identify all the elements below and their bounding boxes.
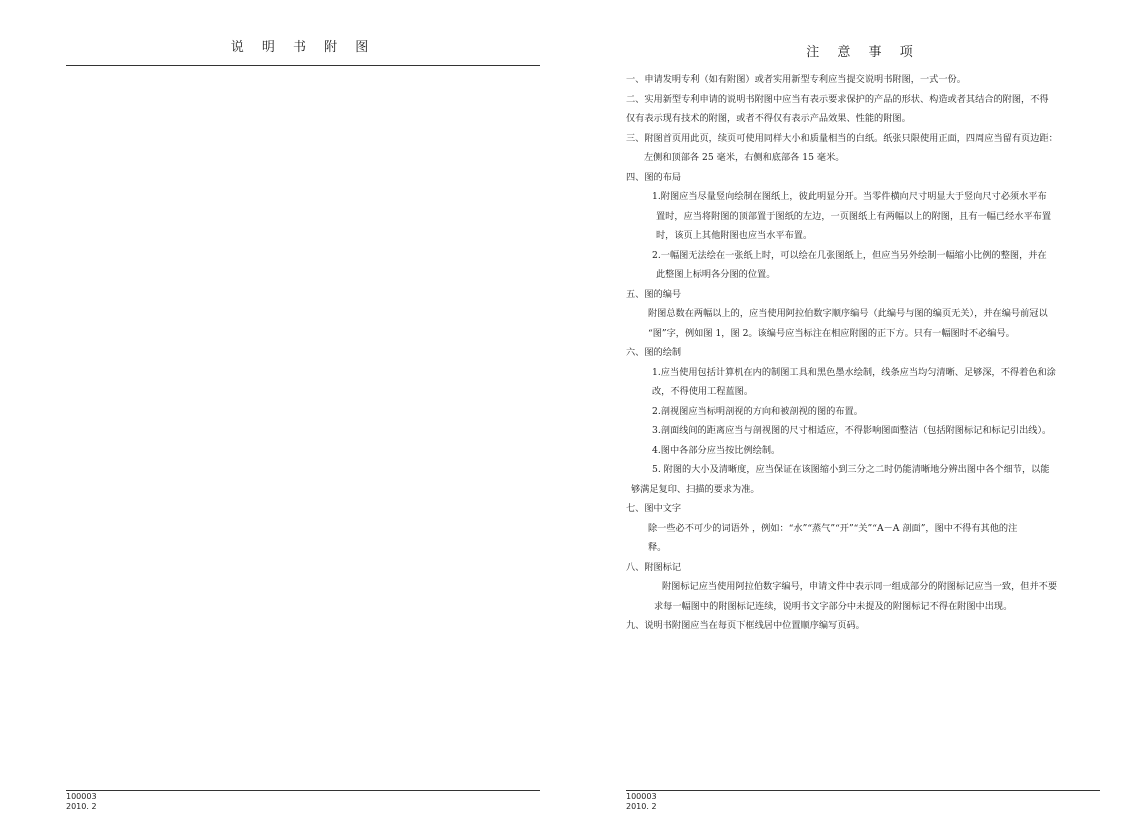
notes-page-title: 注 意 事 项 bbox=[806, 45, 920, 60]
note-item-4: 四、图的布局 1.附图应当尽量竖向绘制在图纸上，彼此明显分开。当零件横向尺寸明显大于竖向尺寸必须水平布 置时，应当将附图的顶部置于图纸的左边，一页图纸上有两幅以上的附图，且有一幅已经水平布置 时，该页上其他附图也应当水平布置。 2.一幅图无法绘在一张纸上时，可以绘在几张图纸上，但应当另外绘制一幅缩小比例的整图，并在 此整图上标明各分图的位置。 bbox=[626, 168, 1104, 285]
form-code: 100003 bbox=[66, 792, 97, 801]
form-footer bbox=[626, 792, 657, 812]
note-item-1: 一、申请发明专利（如有附图）或者实用新型专利应当提交说明书附图，一式一份。 bbox=[626, 74, 966, 85]
note-heading: 五、图的编号 bbox=[626, 288, 682, 300]
bottom-rule bbox=[626, 790, 1100, 791]
form-date: 2010. 2 bbox=[626, 802, 657, 811]
note-heading: 七、图中文字 bbox=[626, 503, 682, 514]
note-item-2: 二、实用新型专利申请的说明书附图中应当有表示要求保护的产品的形状、构造或者其结合的附图，不得 仅有表示现有技术的附图，或者不得仅有表示产品效果、性能的附图。 bbox=[626, 93, 1049, 124]
note-item-8: 八、附图标记 附图标记应当使用阿拉伯数字编号，申请文件中表示同一组成部分的附图标记应当一致，但并不要 求每一幅图中的附图标记连续，说明书文字部分中未提及的附图标记不得在附图中出现。 bbox=[626, 558, 1104, 617]
form-date: 2010. 2 bbox=[66, 802, 97, 811]
drawings-page-title: 说 明 书 附 图 bbox=[230, 40, 376, 55]
form-code: 100003 bbox=[626, 792, 657, 801]
note-item-5: 五、图的编号 附图总数在两幅以上的，应当使用阿拉伯数字顺序编号（此编号与图的编页无关），并在编号前冠以 “图”字，例如图 1，图 2。该编号应当标注在相应附图的正下方。只有一幅图时不必编号。 bbox=[626, 285, 1104, 344]
note-item-3: 三、附图首页用此页，续页可使用同样大小和质量相当的白纸。纸张只限使用正面，四周应当留有页边距： 左侧和顶部各 25 毫米，右侧和底部各 15 毫米。 bbox=[626, 132, 1058, 163]
note-item-9: 九、说明书附图应当在每页下框线居中位置顺序编写页码。 bbox=[626, 620, 865, 631]
note-item-7: 七、图中文字 除一些必不可少的词语外 ，例如：“水”“蒸气”“开”“关”“A－A 剖面”，图中不得有其他的注 释。 bbox=[626, 499, 1104, 558]
bottom-rule bbox=[66, 790, 540, 791]
notes-body bbox=[626, 70, 1104, 636]
note-item-6: 六、图的绘制 1.应当使用包括计算机在内的制图工具和黑色墨水绘制，线条应当均匀清晰、足够深，不得着色和涂 改，不得使用工程蓝图。 2.剖视图应当标明剖视的方向和被剖视的图的布置。 3.剖面线间的距离应当与剖视图的尺寸相适应，不得影响图面整洁（包括附图标记和标记引出线）。 4.图中各部分应当按比例绘制。 5. 附图的大小及清晰度，应当保证在该图缩小到三分之二时仍能清晰地分辨出图中各个细节，以能 够满足复印、扫描的要求为准。 bbox=[626, 343, 1104, 499]
note-heading: 八、附图标记 bbox=[626, 561, 682, 573]
notes-page bbox=[566, 0, 1132, 820]
note-heading: 六、图的绘制 bbox=[626, 347, 682, 358]
top-rule bbox=[66, 65, 540, 66]
form-footer bbox=[66, 792, 97, 812]
note-heading: 四、图的布局 bbox=[626, 171, 682, 183]
